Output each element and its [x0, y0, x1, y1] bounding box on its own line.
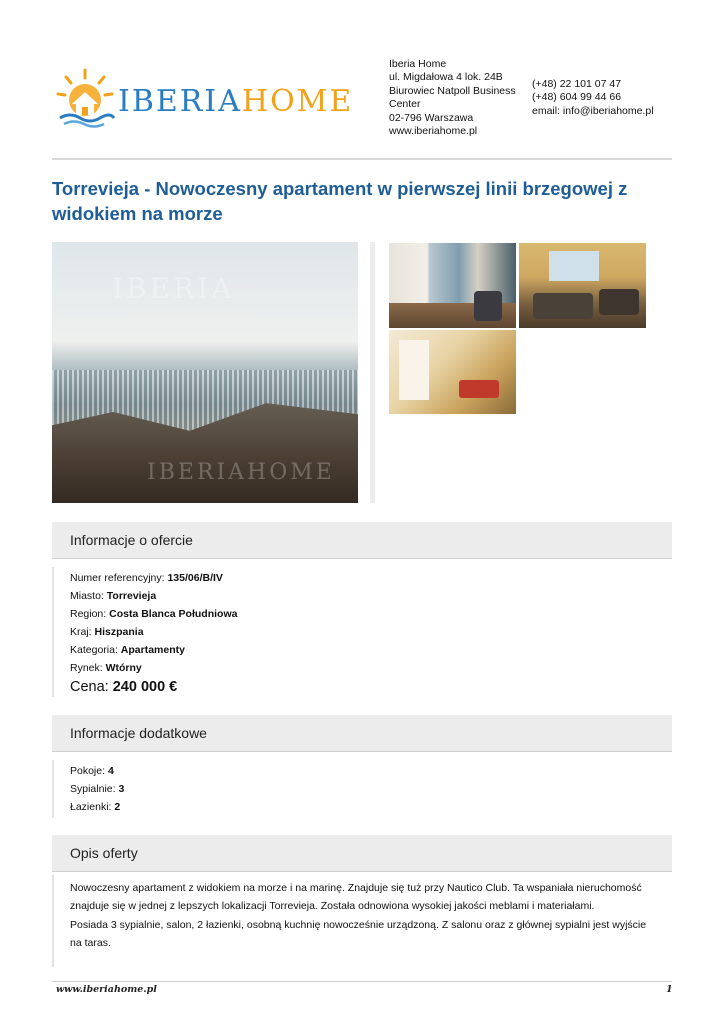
detail-label: Region:	[70, 608, 110, 620]
section-title: Opis oferty	[70, 845, 138, 861]
section-offer-info-header	[52, 522, 672, 559]
detail-reference	[70, 572, 223, 584]
price-label: Cena:	[70, 679, 113, 695]
sun-house-icon	[52, 66, 118, 132]
detail-value: Torrevieja	[106, 590, 157, 602]
header-divider	[52, 158, 672, 160]
section-extra-info-header	[52, 715, 672, 752]
detail-value: Apartamenty	[120, 644, 185, 656]
section-title: Informacje dodatkowe	[70, 725, 207, 741]
detail-value: 4	[107, 765, 114, 777]
section-description-header	[52, 835, 672, 872]
thumbnail-lounge[interactable]	[519, 243, 646, 328]
footer-divider	[52, 981, 672, 982]
detail-rooms	[70, 765, 114, 777]
phone-2: (+48) 604 99 44 66	[532, 91, 622, 104]
detail-label: Rynek:	[70, 662, 106, 674]
detail-value: Wtórny	[105, 662, 142, 674]
company-city: 02-796 Warszawa	[389, 111, 474, 124]
company-website[interactable]: www.iberiahome.pl	[389, 125, 478, 138]
section-bar	[52, 875, 54, 967]
detail-value: 135/06/B/IV	[167, 572, 223, 584]
logo-wordmark-home: HOME	[241, 84, 354, 119]
email[interactable]: email: info@iberiahome.pl	[532, 104, 654, 117]
thumbnail-living-room[interactable]	[389, 243, 516, 328]
photo-divider	[370, 242, 375, 503]
detail-region	[70, 608, 237, 620]
logo-wordmark-iberia: IBERIA	[118, 84, 242, 119]
detail-label: Kategoria:	[70, 644, 121, 656]
detail-value: 3	[118, 783, 125, 795]
detail-label: Miasto:	[70, 590, 107, 602]
listing-title: Torrevieja - Nowoczesny apartament w pierwszej linii brzegowej z widokiem na morze	[52, 178, 628, 224]
photo-watermark: IBERIA	[112, 272, 235, 305]
thumb-sink	[459, 380, 499, 398]
price-value: 240 000 €	[112, 679, 178, 695]
description-line: na taras.	[70, 937, 111, 950]
description-text	[70, 879, 673, 953]
company-street: ul. Migdałowa 4 lok. 24B	[389, 71, 503, 84]
main-photo[interactable]	[52, 242, 358, 503]
phone-1: (+48) 22 101 07 47	[532, 78, 622, 90]
thumbnail-bathroom[interactable]	[389, 330, 516, 414]
company-name: Iberia Home	[389, 58, 447, 70]
detail-label: Łazienki:	[70, 801, 115, 813]
company-address	[389, 58, 527, 138]
detail-label: Pokoje:	[70, 765, 108, 777]
description-line: znajduje się w jednej z lepszych lokalizacji Torrevieja. Została odnowiona wysokiej jakości meblami i materiałami.	[70, 900, 595, 913]
detail-market	[70, 662, 142, 674]
detail-bedrooms	[70, 783, 124, 795]
thumb-sofa-2	[599, 289, 639, 315]
thumb-sofa	[533, 293, 593, 319]
description-line: Nowoczesny apartament z widokiem na morze i na marinę. Znajduje się tuż przy Nautico Club. Ta wspaniała nieruchomość	[70, 882, 642, 894]
page-number: 1	[666, 984, 673, 995]
section-bar	[52, 760, 54, 818]
thumb-window	[549, 251, 599, 281]
detail-country	[70, 626, 144, 638]
detail-category	[70, 644, 185, 656]
detail-label: Kraj:	[70, 626, 95, 638]
section-title: Informacje o ofercie	[70, 532, 193, 548]
thumb-mirror	[399, 340, 429, 400]
logo-wordmark	[118, 84, 353, 119]
detail-value: Hiszpania	[94, 626, 144, 638]
detail-label: Sypialnie:	[70, 783, 119, 795]
thumb-chair	[474, 291, 502, 321]
detail-bathrooms	[70, 801, 120, 813]
footer-website[interactable]: www.iberiahome.pl	[56, 984, 157, 995]
detail-value: Costa Blanca Południowa	[109, 608, 238, 620]
description-line: Posiada 3 sypialnie, salon, 2 łazienki, osobną kuchnię nowocześnie urządzoną. Z salonu oraz z głównej sypialni jest wyjście	[70, 918, 647, 931]
company-building: Biurowiec Natpoll Business Center	[389, 84, 516, 111]
detail-price	[70, 679, 177, 695]
detail-value: 2	[114, 801, 121, 813]
detail-label: Numer referencyjny:	[70, 572, 168, 584]
photo-watermark-bottom: IBERIAHOME	[147, 460, 335, 485]
detail-city	[70, 590, 156, 602]
section-bar	[52, 567, 54, 697]
contact-info	[532, 78, 682, 118]
